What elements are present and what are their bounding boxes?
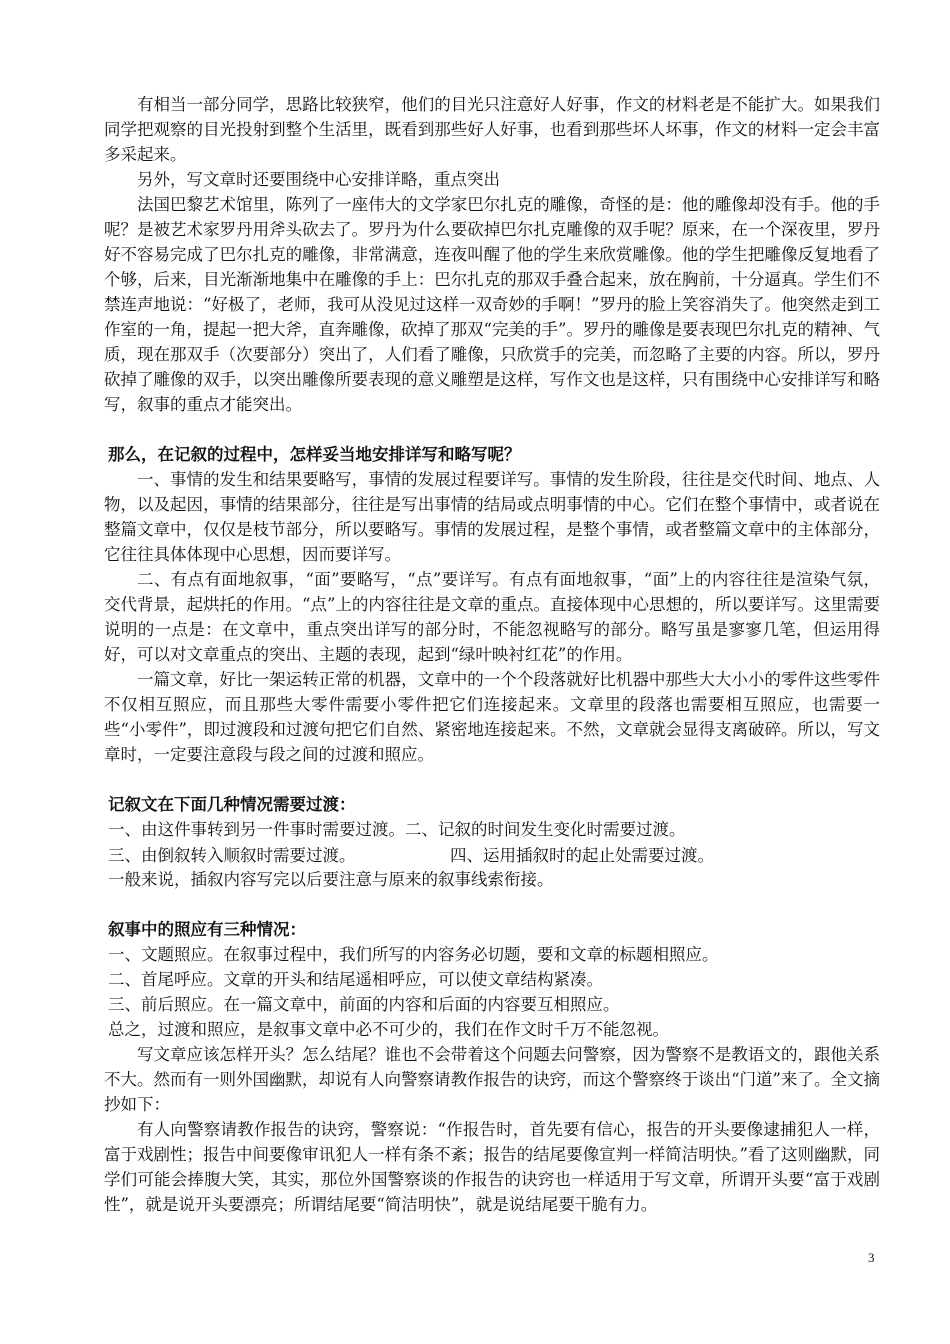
section-heading: 叙事中的照应有三种情况： <box>108 920 306 939</box>
paragraph: 一篇文章，好比一架运转正常的机器，文章中的一个个段落就好比机器中那些大大小小的零件这些零件不仅相互照应，而且那些大零件需要小零件把它们连接起来。文章里的段落也需要相互照应，也需要一些“小零件”，即过渡段和过渡句把它们自然、紧密地连接起来。不然，文章就会显得支离破碎。所以，写文章时，一定要注意段与段之间的过渡和照应。 <box>104 670 880 764</box>
paragraph: 有相当一部分同学，思路比较狭窄，他们的目光只注意好人好事，作文的材料老是不能扩大。如果我们同学把观察的目光投射到整个生活里，既看到那些好人好事，也看到那些坏人坏事，作文的材料一定会丰富多采起来。 <box>104 95 880 164</box>
list-item: 四、运用插叙时的起止处需要过渡。 <box>450 846 714 865</box>
list-item: 三、由倒叙转入顺叙时需要过渡。 <box>108 846 356 865</box>
spacer <box>104 767 880 792</box>
paragraph: 法国巴黎艺术馆里，陈列了一座伟大的文学家巴尔扎克的雕像，奇怪的是：他的雕像却没有手。他的手呢？是被艺术家罗丹用斧头砍去了。罗丹为什么要砍掉巴尔扎克雕像的双手呢？原来，在一个深夜里，罗丹好不容易完成了巴尔扎克的雕像，非常满意，连夜叫醒了他的学生来欣赏雕像。他的学生把雕像反复地看了个够，后来，目光渐渐地集中在雕像的手上：巴尔扎克的那双手叠合起来，放在胸前，十分逼真。学生们不禁连声地说：“好极了，老师，我可从没见过这样一双奇妙的手啊！”罗丹的脸上笑容消失了。他突然走到工作室的一角，提起一把大斧，直奔雕像，砍掉了那双“完美的手”。罗丹的雕像是要表现巴尔扎克的精神、气质，现在那双手（次要部分）突出了，人们看了雕像，只欣赏手的完美，而忽略了主要的内容。所以，罗丹砍掉了雕像的双手，以突出雕像所要表现的意义雕塑是这样，写作文也是这样，只有围绕中心安排详写和略写，叙事的重点才能突出。 <box>104 195 880 414</box>
note: 一般来说，插叙内容写完以后要注意与原来的叙事线索衔接。 <box>108 870 554 889</box>
paragraph: 另外，写文章时还要围绕中心安排详略，重点突出 <box>137 170 500 189</box>
spacer <box>104 417 880 442</box>
page-number: 3 <box>868 1250 875 1265</box>
list-row <box>104 842 880 867</box>
spacer <box>104 892 880 917</box>
list-item: 二、首尾呼应。文章的开头和结尾遥相呼应，可以使文章结构紧凑。 <box>108 970 603 989</box>
list-item: 一、文题照应。在叙事过程中，我们所写的内容务必切题，要和文章的标题相照应。 <box>108 945 719 964</box>
paragraph: 写文章应该怎样开头？怎么结尾？谁也不会带着这个问题去问警察，因为警察不是教语文的，跟他关系不大。然而有一则外国幽默，却说有人向警察请教作报告的诀窍，而这个警察终于谈出“门道”来了。全文摘抄如下： <box>104 1045 880 1114</box>
paragraph: 有人向警察请教作报告的诀窍，警察说：“作报告时，首先要有信心，报告的开头要像逮捕犯人一样，富于戏剧性；报告中间要像审讯犯人一样有条不紊；报告的结尾要像宣判一样简洁明快。”看了这则幽默，同学们可能会捧腹大笑，其实，那位外国警察谈的作报告的诀窍也一样适用于写文章，所谓开头要“富于戏剧性”，就是说开头要漂亮；所谓结尾要“简洁明快”，就是说结尾要干脆有力。 <box>104 1120 880 1214</box>
paragraph: 一、事情的发生和结果要略写，事情的发展过程要详写。事情的发生阶段，往往是交代时间、地点、人物，以及起因，事情的结果部分，往往是写出事情的结局或点明事情的中心。它们在整个事情中，或者说在整篇文章中，仅仅是枝节部分，所以要略写。事情的发展过程，是整个事情，或者整篇文章中的主体部分，它往往具体体现中心思想，因而要详写。 <box>104 470 880 564</box>
paragraph: 总之，过渡和照应，是叙事文章中必不可少的，我们在作文时千万不能忽视。 <box>108 1020 669 1039</box>
paragraph: 二、有点有面地叙事，“面”要略写，“点”要详写。有点有面地叙事，“面”上的内容往往是渲染气氛，交代背景，起烘托的作用。“点”上的内容往往是文章的重点。直接体现中心思想的，所以要详写。这里需要说明的一点是：在文章中，重点突出详写的部分时，不能忽视略写的部分。略写虽是寥寥几笔，但运用得好，可以对文章重点的突出、主题的表现，起到“绿叶映衬红花”的作用。 <box>104 570 880 664</box>
section-heading: 记叙文在下面几种情况需要过渡： <box>108 795 356 814</box>
document-body <box>104 92 880 1217</box>
section-heading: 那么，在记叙的过程中，怎样妥当地安排详写和略写呢？ <box>108 445 521 464</box>
list-item: 三、前后照应。在一篇文章中，前面的内容和后面的内容要互相照应。 <box>108 995 620 1014</box>
list-item: 一、由这件事转到另一件事时需要过渡。二、记叙的时间发生变化时需要过渡。 <box>108 820 686 839</box>
